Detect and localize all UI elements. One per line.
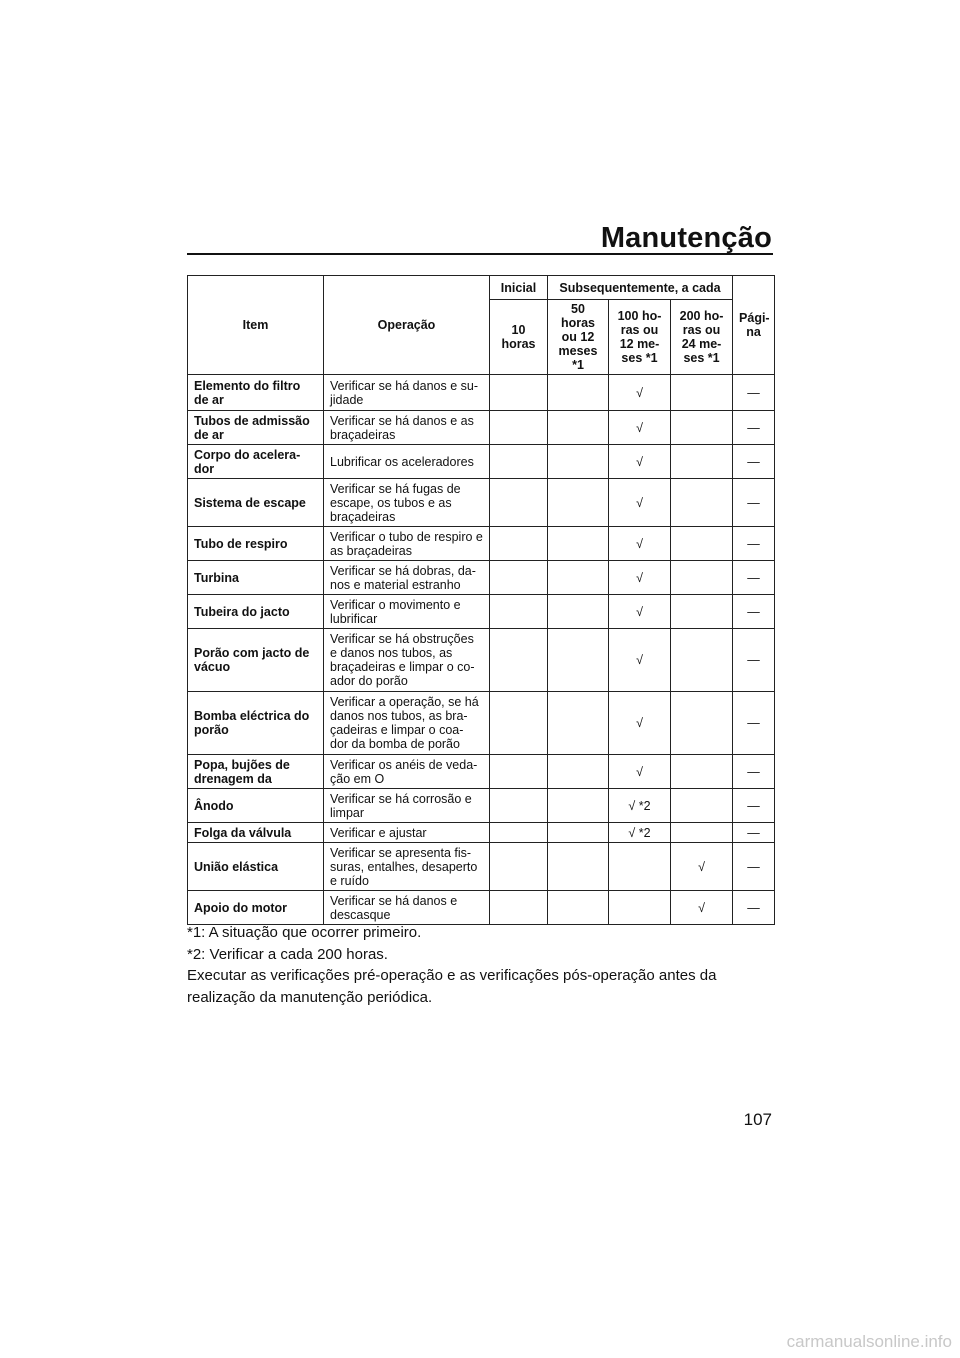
row-10h bbox=[490, 692, 548, 755]
row-200h bbox=[671, 823, 733, 843]
header-50-hours: 50 horas ou 12 meses *1 bbox=[548, 300, 609, 375]
row-item: Porão com jacto de vácuo bbox=[188, 629, 324, 692]
row-operation: Verificar e ajustar bbox=[324, 823, 490, 843]
row-200h bbox=[671, 561, 733, 595]
table-row bbox=[188, 823, 775, 843]
row-100h: √ bbox=[609, 527, 671, 561]
row-page: — bbox=[733, 527, 775, 561]
row-page: — bbox=[733, 411, 775, 445]
row-page: — bbox=[733, 595, 775, 629]
row-operation: Verificar se há danos e as braçadeiras bbox=[324, 411, 490, 445]
row-50h bbox=[548, 823, 609, 843]
table-row bbox=[188, 595, 775, 629]
row-200h bbox=[671, 629, 733, 692]
table-row bbox=[188, 527, 775, 561]
row-page: — bbox=[733, 561, 775, 595]
row-operation: Verificar se há obstruções e danos nos tubos, as braçadeiras e limpar o co- ador do porão bbox=[324, 629, 490, 692]
row-50h bbox=[548, 789, 609, 823]
row-200h bbox=[671, 445, 733, 479]
row-operation: Verificar se há fugas de escape, os tubos e as braçadeiras bbox=[324, 479, 490, 527]
row-50h bbox=[548, 891, 609, 925]
row-operation: Verificar o tubo de respiro e as braçadeiras bbox=[324, 527, 490, 561]
row-page: — bbox=[733, 843, 775, 891]
row-100h: √ *2 bbox=[609, 789, 671, 823]
row-10h bbox=[490, 561, 548, 595]
row-100h: √ bbox=[609, 595, 671, 629]
row-100h: √ bbox=[609, 629, 671, 692]
row-page: — bbox=[733, 823, 775, 843]
header-subsequent: Subsequentemente, a cada bbox=[548, 276, 733, 300]
header-operation: Operação bbox=[324, 276, 490, 375]
page-title: Manutenção bbox=[600, 222, 772, 254]
table-row bbox=[188, 561, 775, 595]
header-100-hours: 100 ho- ras ou 12 me- ses *1 bbox=[609, 300, 671, 375]
row-10h bbox=[490, 629, 548, 692]
row-item: Tubos de admissão de ar bbox=[188, 411, 324, 445]
row-operation: Verificar o movimento e lubrificar bbox=[324, 595, 490, 629]
row-100h: √ bbox=[609, 411, 671, 445]
header-page: Pági- na bbox=[733, 276, 775, 375]
row-item: Apoio do motor bbox=[188, 891, 324, 925]
page-number: 107 bbox=[743, 1110, 772, 1129]
row-100h bbox=[609, 891, 671, 925]
table-row bbox=[188, 375, 775, 411]
row-100h: √ *2 bbox=[609, 823, 671, 843]
row-50h bbox=[548, 479, 609, 527]
footnote-2: *2: Verificar a cada 200 horas. bbox=[187, 945, 388, 963]
row-200h: √ bbox=[671, 843, 733, 891]
row-50h bbox=[548, 561, 609, 595]
table-row bbox=[188, 789, 775, 823]
row-item: União elástica bbox=[188, 843, 324, 891]
row-operation: Verificar se apresenta fis- suras, entalhes, desaperto e ruído bbox=[324, 843, 490, 891]
row-100h: √ bbox=[609, 479, 671, 527]
row-10h bbox=[490, 375, 548, 411]
row-operation: Verificar se há danos e su- jidade bbox=[324, 375, 490, 411]
row-item: Tubo de respiro bbox=[188, 527, 324, 561]
table-row bbox=[188, 411, 775, 445]
row-page: — bbox=[733, 375, 775, 411]
row-10h bbox=[490, 755, 548, 789]
row-10h bbox=[490, 411, 548, 445]
instruction-note: Executar as verificações pré-operação e as verificações pós-operação antes da realização da manutenção periódica. bbox=[187, 967, 717, 1006]
header-item: Item bbox=[188, 276, 324, 375]
row-10h bbox=[490, 823, 548, 843]
table-row bbox=[188, 755, 775, 789]
header-initial: Inicial bbox=[490, 276, 548, 300]
row-100h: √ bbox=[609, 445, 671, 479]
footnote-1: *1: A situação que ocorrer primeiro. bbox=[187, 924, 422, 941]
row-item: Folga da válvula bbox=[188, 823, 324, 843]
row-item: Ânodo bbox=[188, 789, 324, 823]
row-200h bbox=[671, 411, 733, 445]
row-item: Tubeira do jacto bbox=[188, 595, 324, 629]
table-row bbox=[188, 692, 775, 755]
row-page: — bbox=[733, 629, 775, 692]
row-item: Popa, bujões de drenagem da bbox=[188, 755, 324, 789]
row-200h bbox=[671, 527, 733, 561]
row-100h: √ bbox=[609, 692, 671, 755]
row-10h bbox=[490, 789, 548, 823]
row-100h: √ bbox=[609, 755, 671, 789]
table-row bbox=[188, 891, 775, 925]
table-row bbox=[188, 479, 775, 527]
header-10-hours: 10 horas bbox=[490, 300, 548, 375]
footnotes bbox=[187, 922, 774, 1008]
row-10h bbox=[490, 479, 548, 527]
row-operation: Verificar os anéis de veda- ção em O bbox=[324, 755, 490, 789]
row-10h bbox=[490, 445, 548, 479]
row-50h bbox=[548, 527, 609, 561]
row-operation: Verificar a operação, se há danos nos tubos, as bra- çadeiras e limpar o coa- dor da bomba de porão bbox=[324, 692, 490, 755]
row-200h bbox=[671, 375, 733, 411]
row-50h bbox=[548, 629, 609, 692]
row-item: Turbina bbox=[188, 561, 324, 595]
row-page: — bbox=[733, 891, 775, 925]
row-item: Bomba eléctrica do porão bbox=[188, 692, 324, 755]
row-page: — bbox=[733, 445, 775, 479]
row-200h bbox=[671, 789, 733, 823]
row-50h bbox=[548, 445, 609, 479]
title-rule bbox=[187, 253, 773, 255]
row-100h: √ bbox=[609, 561, 671, 595]
table-row bbox=[188, 445, 775, 479]
row-50h bbox=[548, 411, 609, 445]
row-50h bbox=[548, 692, 609, 755]
row-item: Corpo do acelera- dor bbox=[188, 445, 324, 479]
row-50h bbox=[548, 755, 609, 789]
row-100h: √ bbox=[609, 375, 671, 411]
row-operation: Lubrificar os aceleradores bbox=[324, 445, 490, 479]
row-200h bbox=[671, 755, 733, 789]
row-10h bbox=[490, 843, 548, 891]
row-operation: Verificar se há danos e descasque bbox=[324, 891, 490, 925]
row-200h bbox=[671, 479, 733, 527]
row-10h bbox=[490, 595, 548, 629]
row-50h bbox=[548, 375, 609, 411]
row-page: — bbox=[733, 789, 775, 823]
row-page: — bbox=[733, 755, 775, 789]
row-10h bbox=[490, 527, 548, 561]
row-50h bbox=[548, 843, 609, 891]
row-page: — bbox=[733, 692, 775, 755]
row-item: Elemento do filtro de ar bbox=[188, 375, 324, 411]
maintenance-table bbox=[187, 275, 775, 925]
row-page: — bbox=[733, 479, 775, 527]
row-10h bbox=[490, 891, 548, 925]
row-50h bbox=[548, 595, 609, 629]
row-200h bbox=[671, 692, 733, 755]
row-200h: √ bbox=[671, 891, 733, 925]
row-200h bbox=[671, 595, 733, 629]
row-item: Sistema de escape bbox=[188, 479, 324, 527]
row-100h bbox=[609, 843, 671, 891]
table-row bbox=[188, 843, 775, 891]
watermark: carmanualsonline.info bbox=[786, 1332, 952, 1351]
table-row bbox=[188, 629, 775, 692]
header-200-hours: 200 ho- ras ou 24 me- ses *1 bbox=[671, 300, 733, 375]
row-operation: Verificar se há corrosão e limpar bbox=[324, 789, 490, 823]
row-operation: Verificar se há dobras, da- nos e material estranho bbox=[324, 561, 490, 595]
